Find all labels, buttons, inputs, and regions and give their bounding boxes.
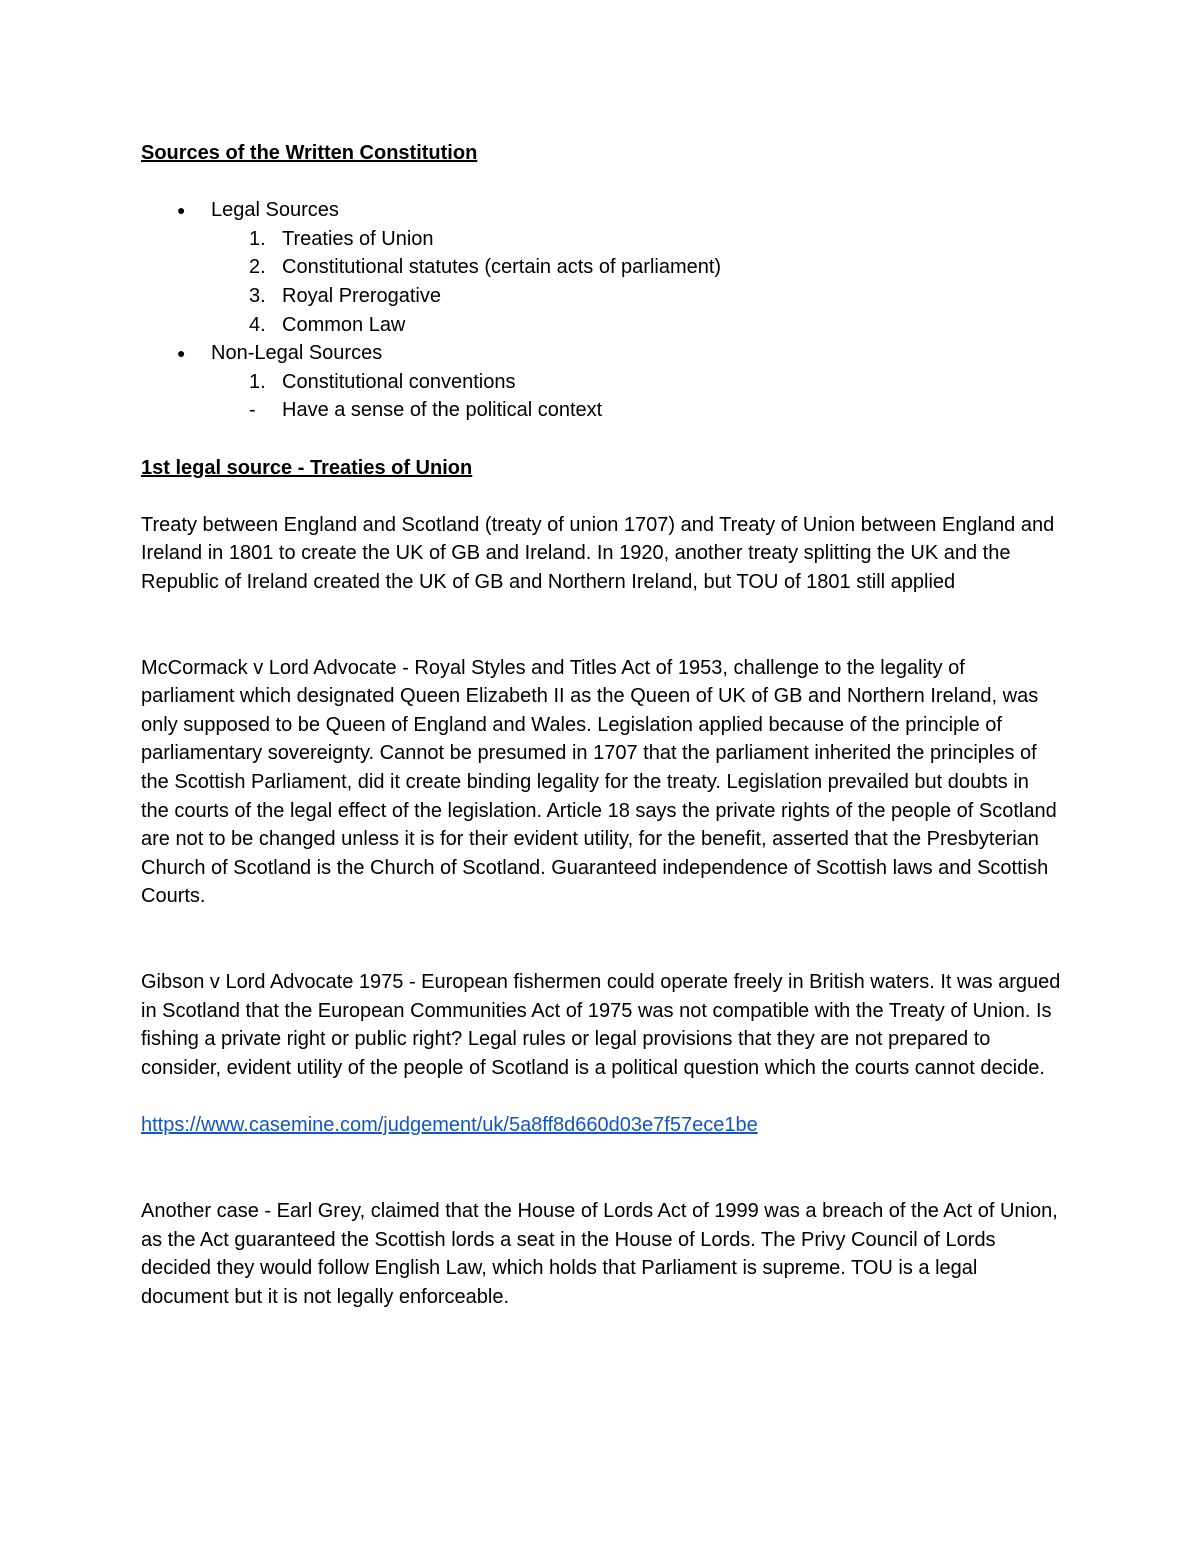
list-number: 2. <box>249 256 266 279</box>
document-page <box>141 139 1061 1311</box>
casemine-link[interactable]: https://www.casemine.com/judgement/uk/5a8ff8d660d03e7f57ece1be <box>141 1114 758 1137</box>
list-number: 1. <box>249 370 266 393</box>
spacer <box>141 940 1061 969</box>
list-item-label: Legal Sources <box>211 199 339 222</box>
list-number: 3. <box>249 284 266 307</box>
list-item-label: Treaties of Union <box>282 227 434 250</box>
list-item <box>141 311 1061 340</box>
list-item-label: Constitutional statutes (certain acts of parliament) <box>282 256 722 279</box>
list-item-legal-sources <box>141 196 1061 225</box>
spacer <box>141 482 1061 511</box>
paragraph-mccormack: McCormack v Lord Advocate - Royal Styles and Titles Act of 1953, challenge to the legality of parliament which designated Queen Elizabeth II as the Queen of UK of GB and Northern Ireland, was only supposed to be Queen of England and Wales. Legislation applied because of the principle of parliamentary sovereignty. Cannot be presumed in 1707 that the parliament inherited the principles of the Scottish Parliament, did it create binding legality for the treaty. Legislation prevailed but doubts in the courts of the legal effect of the legislation. Article 18 says the private rights of the people of Scotland are not to be changed unless it is for their evident utility, for the benefit, asserted that the Presbyterian Church of Scotland is the Church of Scotland. Guaranteed independence of Scottish laws and Scottish Courts. <box>141 656 1057 908</box>
list-number: 1. <box>249 227 266 250</box>
paragraph-earl-grey: Another case - Earl Grey, claimed that the House of Lords Act of 1999 was a breach of the Act of Union, as the Act guaranteed the Scottish lords a seat in the House of Lords. The Privy Council of Lords decided they would follow English Law, which holds that Parliament is supreme. TOU is a legal document but it is not legally enforceable. <box>141 1199 1058 1308</box>
link-paragraph <box>141 1111 1061 1140</box>
spacer <box>141 911 1061 940</box>
document-title: Sources of the Written Constitution <box>141 142 478 164</box>
bullet-icon: ● <box>177 345 186 362</box>
list-item <box>141 368 1061 397</box>
bullet-icon: ● <box>177 202 186 219</box>
spacer <box>141 1083 1061 1112</box>
list-item <box>141 282 1061 311</box>
list-item <box>141 225 1061 254</box>
list-item-label: Non-Legal Sources <box>211 342 383 365</box>
paragraph-treaties: Treaty between England and Scotland (treaty of union 1707) and Treaty of Union between England and Ireland in 1801 to create the UK of GB and Ireland. In 1920, another treaty splitting the UK and the Republic of Ireland created the UK of GB and Northern Ireland, but TOU of 1801 still applied <box>141 513 1055 593</box>
list-item-label: Constitutional conventions <box>282 370 516 393</box>
spacer <box>141 1140 1061 1169</box>
list-item-non-legal-sources <box>141 339 1061 368</box>
spacer <box>141 597 1061 626</box>
paragraph-gibson: Gibson v Lord Advocate 1975 - European fishermen could operate freely in British waters. It was argued in Scotland that the European Communities Act of 1975 was not compatible with the Treaty of Union. Is fishing a private right or public right? Legal rules or legal provisions that they are not prepared to consider, evident utility of the people of Scotland is a political question which the courts cannot decide. <box>141 971 1061 1079</box>
list-number: 4. <box>249 313 266 336</box>
list-item <box>141 253 1061 282</box>
list-item-label: Royal Prerogative <box>282 284 441 307</box>
spacer <box>141 1168 1061 1197</box>
section-heading: 1st legal source - Treaties of Union <box>141 456 473 479</box>
spacer <box>141 168 1061 197</box>
spacer <box>141 625 1061 654</box>
list-item-label: Have a sense of the political context <box>282 399 603 422</box>
list-item <box>141 396 1061 425</box>
list-item-label: Common Law <box>282 313 406 336</box>
dash-marker: - <box>249 399 256 422</box>
spacer <box>141 425 1061 454</box>
